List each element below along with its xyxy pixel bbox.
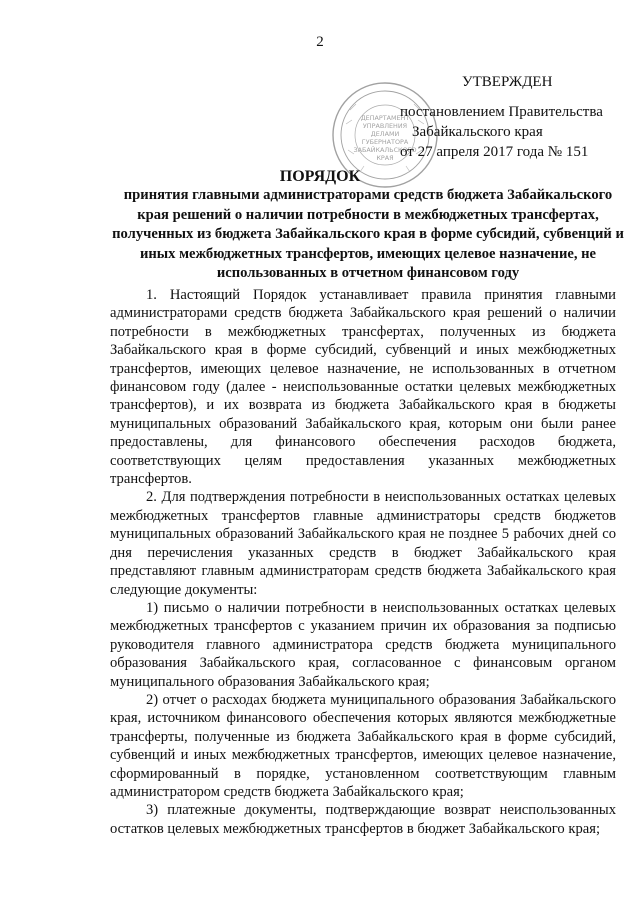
document-subtitle: принятия главными администраторами средств бюджета Забайкальского края решений о наличии потребности в межбюджетных трансфертах, полученных из бюджета Забайкальского края в форме субсидий, субвенций и иных межбюджетных трансфертов, имеющих целевое назначение, не использованных в отчетном финансовом году bbox=[112, 187, 624, 282]
stamp-line: ДЕЛАМИ bbox=[370, 130, 400, 138]
stamp-line: ГУБЕРНАТОРА bbox=[361, 138, 409, 146]
paragraph: 2) отчет о расходах бюджета муниципального образования Забайкальского края, источником финансового обеспечения которых являются межбюджетные трансферты, полученные из бюджета Забайкальского края в форме субсидий, субвенций и иных межбюджетных трансфертов, имеющих целевое назначение, сформированный в порядке, установленном соответствующим главным администратором средств бюджета Забайкальского края; bbox=[110, 691, 616, 800]
approval-heading: УТВЕРЖДЕН bbox=[462, 74, 553, 90]
stamp-line: ДЕПАРТАМЕНТ bbox=[360, 114, 410, 122]
paragraph: 1. Настоящий Порядок устанавливает правила принятия главными администраторами средств бюджета Забайкальского края решений о наличии потребности в межбюджетных трансфертах, полученных из бюджета Забайкальского края в форме субсидий, субвенций и иных межбюджетных трансфертов, имеющих целевое назначение, не использованных в отчетном финансовом году (далее - неиспользованные остатки целевых межбюджетных трансфертов), и их возврата из бюджета Забайкальского края в бюджеты муниципальных образований Забайкальского края, которым они были ранее предоставлены, для финансового обеспечения расходов бюджета, соответствующих целям предоставления указанных межбюджетных трансфертов. bbox=[110, 287, 616, 488]
stamp-line: КРАЯ bbox=[376, 154, 394, 162]
paragraph: 2. Для подтверждения потребности в неиспользованных остатках целевых межбюджетных трансфертов главные администраторы средств бюджетов муниципальных образований Забайкальского края не позднее 5 рабочих дней со дня перечисления указанных средств в бюджет Забайкальского края представляют главным администраторам средств бюджета Забайкальского края следующие документы: bbox=[110, 489, 616, 598]
stamp-line: УПРАВЛЕНИЯ bbox=[362, 122, 408, 130]
approval-line: от 27 апреля 2017 года № 151 bbox=[400, 144, 589, 160]
paragraph: 3) платежные документы, подтверждающие возврат неиспользованных остатков целевых межбюджетных трансфертов в бюджет Забайкальского края; bbox=[110, 802, 616, 837]
approval-line: постановлением Правительства bbox=[400, 104, 603, 120]
paragraph: 1) письмо о наличии потребности в неиспользованных остатках целевых межбюджетных трансфертов с указанием причин их образования за подписью руководителя главного администратора средств бюджета муниципального образования Забайкальского края, согласованное с финансовым органом муниципального образования Забайкальского края; bbox=[110, 599, 616, 690]
page-number: 2 bbox=[316, 34, 324, 50]
document-title: ПОРЯДОК bbox=[279, 168, 361, 185]
stamp-line: ЗАБАЙКАЛЬСКОГО bbox=[353, 146, 417, 154]
approval-line: Забайкальского края bbox=[412, 124, 543, 140]
approval-block bbox=[400, 72, 632, 162]
document-body bbox=[110, 286, 616, 838]
